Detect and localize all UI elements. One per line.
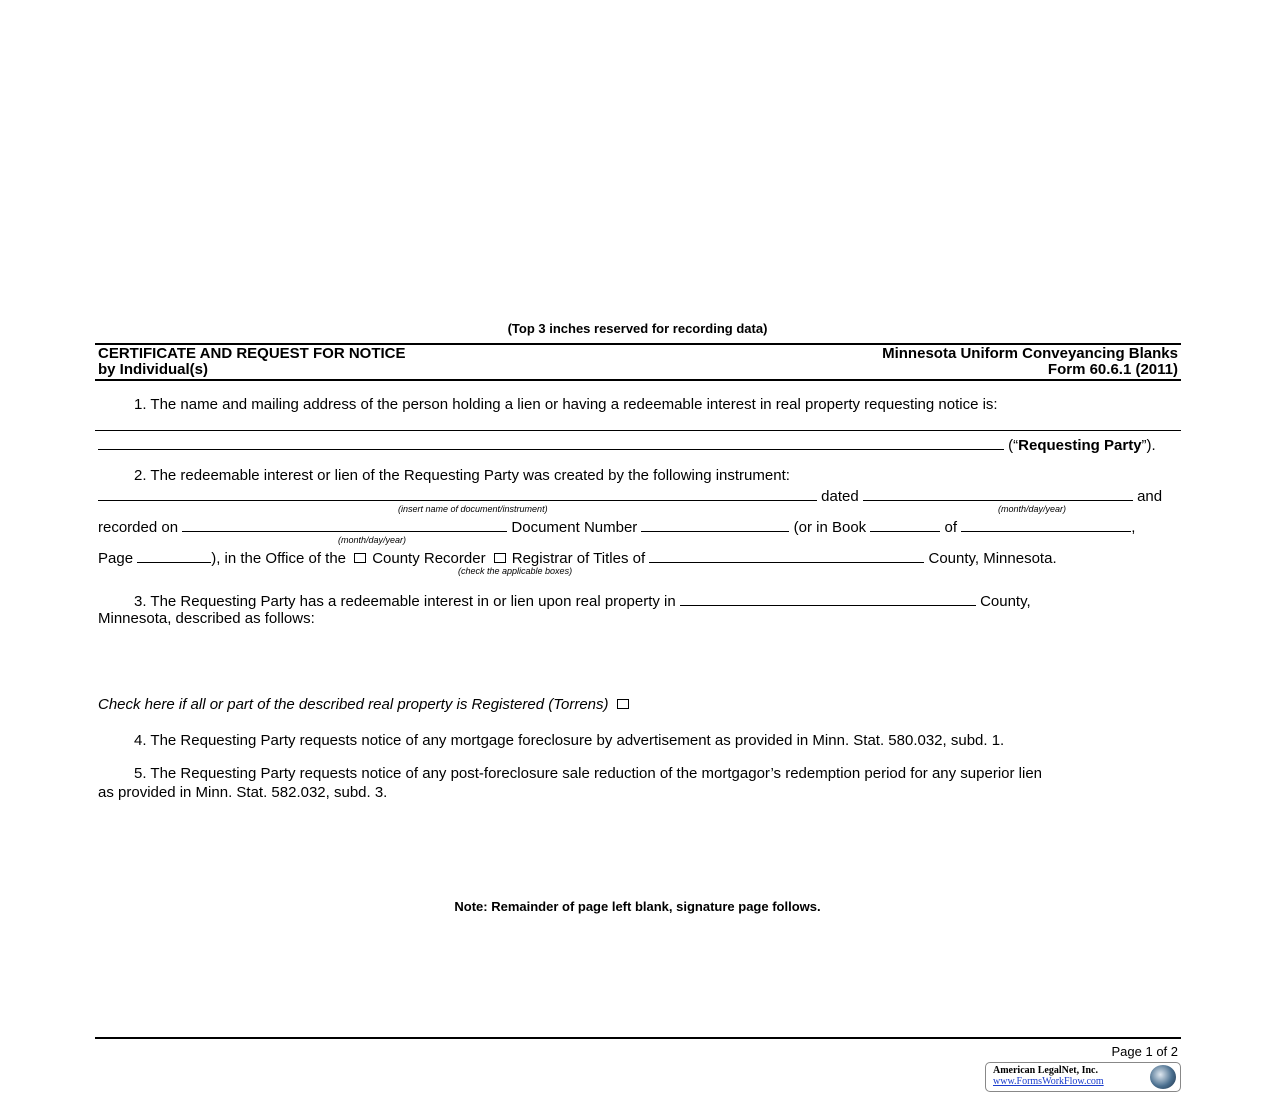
page-field[interactable] bbox=[137, 548, 211, 563]
quote-close: ”). bbox=[1141, 437, 1156, 454]
footer-rule bbox=[95, 1037, 1181, 1039]
torrens-row bbox=[98, 696, 635, 714]
recording-reserved-note: (Top 3 inches reserved for recording data) bbox=[507, 321, 768, 336]
hint-document-name: (insert name of document/instrument) bbox=[398, 504, 548, 514]
dated-label: dated bbox=[821, 488, 859, 505]
quote-open: (“ bbox=[1008, 437, 1019, 454]
county-recorder-checkbox[interactable] bbox=[354, 553, 366, 563]
document-number-field[interactable] bbox=[641, 517, 789, 532]
registrar-county-field[interactable] bbox=[649, 548, 924, 563]
hint-check-boxes: (check the applicable boxes) bbox=[458, 566, 573, 576]
requesting-party-line-1[interactable] bbox=[95, 430, 1181, 431]
office-label: ), in the Office of the bbox=[211, 550, 347, 567]
form-number: Form 60.6.1 (2011) bbox=[1047, 361, 1178, 378]
of-field[interactable] bbox=[961, 517, 1131, 532]
property-county-field[interactable] bbox=[680, 591, 976, 606]
book-field[interactable] bbox=[870, 517, 940, 532]
requesting-party-line-2[interactable] bbox=[98, 435, 1004, 450]
recorded-date-field[interactable] bbox=[182, 517, 507, 532]
hint-recorded-date: (month/day/year) bbox=[338, 535, 407, 545]
header-bottom-rule bbox=[95, 379, 1181, 381]
county-minnesota-label: County, Minnesota. bbox=[928, 550, 1057, 567]
note: Note: Remainder of page left blank, signature page follows. bbox=[454, 899, 821, 914]
paragraph-3-line-2: Minnesota, described as follows: bbox=[98, 610, 315, 627]
paragraph-1-line-2 bbox=[98, 435, 1156, 455]
county-label: County, bbox=[980, 593, 1031, 610]
torrens-label: Check here if all or part of the described real property is Registered (Torrens) bbox=[98, 696, 609, 713]
book-label: (or in Book bbox=[793, 519, 867, 536]
paragraph-2-line-2 bbox=[98, 486, 1162, 506]
instrument-name-field[interactable] bbox=[98, 486, 817, 501]
torrens-checkbox[interactable] bbox=[617, 699, 629, 709]
paragraph-4: 4. The Requesting Party requests notice of any mortgage foreclosure by advertisement as provided in Minn. Stat. 580.032, subd. 1. bbox=[134, 732, 1005, 749]
of-label: of bbox=[944, 519, 958, 536]
paragraph-5-line-1: 5. The Requesting Party requests notice of any post-foreclosure sale reduction of the mortgagor’s redemption period for any superior lien bbox=[134, 765, 1043, 782]
instrument-date-field[interactable] bbox=[863, 486, 1133, 501]
paragraph-2-line-3 bbox=[98, 517, 1135, 537]
logo-name: American LegalNet, Inc. bbox=[993, 1065, 1098, 1076]
page-label: Page bbox=[98, 550, 134, 567]
form-series: Minnesota Uniform Conveyancing Blanks bbox=[882, 345, 1178, 362]
county-recorder-label: County Recorder bbox=[372, 550, 486, 567]
paragraph-3-text: 3. The Requesting Party has a redeemable interest in or lien upon real property in bbox=[134, 593, 676, 610]
and-label: and bbox=[1137, 488, 1163, 505]
american-legalnet-logo[interactable] bbox=[985, 1062, 1181, 1092]
document-number-label: Document Number bbox=[511, 519, 638, 536]
comma: , bbox=[1131, 519, 1136, 536]
form-title: CERTIFICATE AND REQUEST FOR NOTICE bbox=[98, 345, 406, 362]
requesting-party-term: Requesting Party bbox=[1018, 437, 1142, 454]
paragraph-3 bbox=[134, 591, 1031, 611]
globe-icon bbox=[1150, 1065, 1176, 1089]
registrar-label: Registrar of Titles of bbox=[511, 550, 646, 567]
paragraph-1: 1. The name and mailing address of the person holding a lien or having a redeemable interest in real property requesting notice is: bbox=[134, 396, 998, 413]
hint-date: (month/day/year) bbox=[998, 504, 1067, 514]
paragraph-2: 2. The redeemable interest or lien of the Requesting Party was created by the following instrument: bbox=[134, 467, 790, 484]
form-subtitle: by Individual(s) bbox=[98, 361, 209, 378]
paragraph-2-line-4 bbox=[98, 548, 1057, 568]
page-number: Page 1 of 2 bbox=[1111, 1044, 1178, 1059]
logo-url-link[interactable]: www.FormsWorkFlow.com bbox=[993, 1076, 1104, 1087]
registrar-checkbox[interactable] bbox=[494, 553, 506, 563]
paragraph-5-line-2: as provided in Minn. Stat. 582.032, subd. 3. bbox=[98, 784, 388, 801]
recorded-on-label: recorded on bbox=[98, 519, 179, 536]
